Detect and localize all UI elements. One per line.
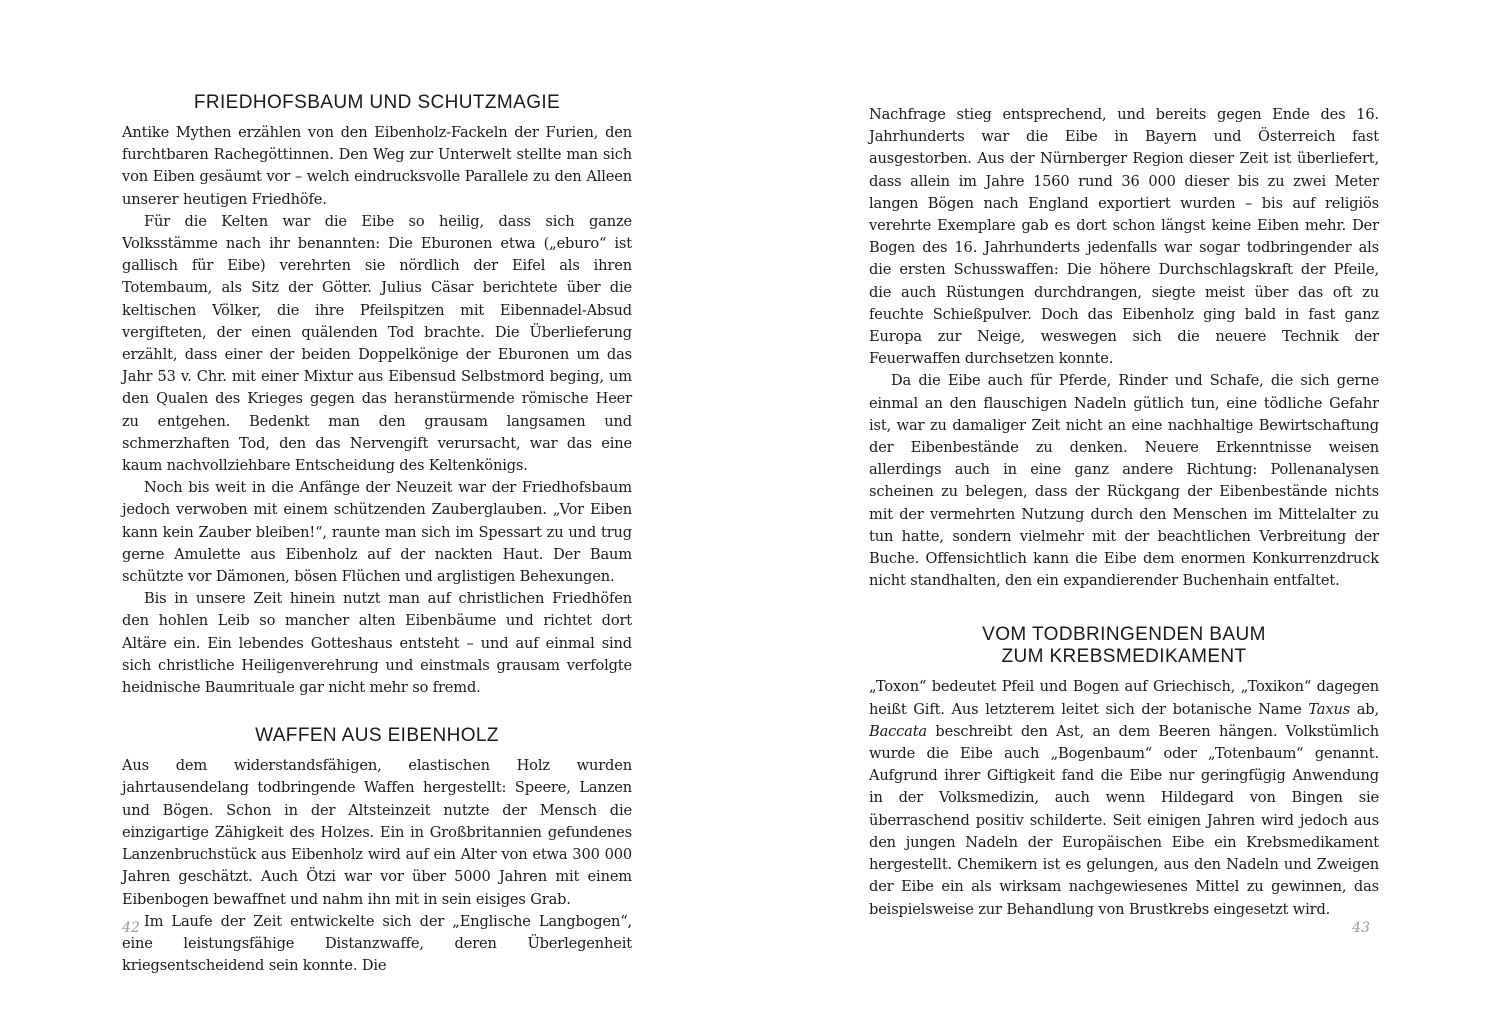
paragraph: Antike Mythen erzählen von den Eibenholz-Fackeln der Furien, den furchtbaren Rachegöttinnen. Den Weg zur Unterwelt stellte man sich von Eiben gesäumt vor – welch eindrucksvolle Parallele zu den Alleen unserer heutigen Friedhöfe.	[122, 124, 632, 208]
section-heading	[869, 624, 1379, 668]
text-run: ab,	[1350, 700, 1379, 718]
text-run: „Toxon“ bedeutet Pfeil und Bogen auf Griechisch, „Toxikon“ dagegen heißt Gift. Aus letzterem leitet sich der botanische Name	[869, 678, 1379, 718]
heading-line: ZUM KREBSMEDIKAMENT	[1001, 646, 1247, 668]
section-krebsmedikament	[869, 624, 1379, 920]
italic-term-taxus: Taxus	[1308, 700, 1351, 718]
right-column	[869, 104, 1379, 921]
page-number: 43	[1352, 920, 1370, 936]
paragraph: Bis in unsere Zeit hinein nutzt man auf christlichen Friedhöfen den hohlen Leib so mancher alten Eibenbäume und richtet dort Altäre ein. Ein lebendes Gotteshaus entsteht – und auf einmal sind sich christliche Heiligenverehrung und einstmals grausam verfolgte heidnische Baumrituale gar nicht mehr so fremd.	[122, 590, 632, 697]
right-page	[750, 0, 1500, 1015]
section-heading: WAFFEN AUS EIBENHOLZ	[255, 725, 499, 747]
left-column	[122, 92, 632, 977]
paragraph: Noch bis weit in die Anfänge der Neuzeit war der Friedhofsbaum jedoch verwoben mit einem schützenden Zauberglauben. „Vor Eiben kann kein Zauber bleiben!“, raunte man sich im Spessart zu und trug gerne Amulette aus Eibenholz auf der nackten Haut. Der Baum schützte vor Dämonen, bösen Flüchen und arglistigen Behexungen.	[122, 479, 632, 586]
paragraph: Aus dem widerstandsfähigen, elastischen Holz wurden jahrtausendelang todbringende Waffen hergestellt: Speere, Lanzen und Bögen. Schon in der Altsteinzeit nutzte der Mensch die einzigartige Zähigkeit des Holzes. Ein in Großbritannien gefundenes Lanzenbruchstück aus Eibenholz wird auf ein Alter von etwa 300 000 Jahren geschätzt. Auch Ötzi war vor über 5000 Jahren mit einem Eibenbogen bewaffnet und nahm ihn mit in sein eisiges Grab.	[122, 757, 632, 908]
page-number: 42	[122, 920, 140, 936]
section-heading: FRIEDHOFSBAUM UND SCHUTZMAGIE	[193, 92, 561, 113]
paragraph: Nachfrage stieg entsprechend, und bereits gegen Ende des 16. Jahrhunderts war die Eibe in Bayern und Österreich fast ausgestorben. Aus der Nürnberger Region dieser Zeit ist überliefert, dass allein im Jahre 1560 rund 36 000 dieser bis zu zwei Meter langen Bögen nach England exportiert wurden – bis auf religiös verehrte Exemplare gab es dort schon längst keine Eiben mehr. Der Bogen des 16. Jahrhunderts jedenfalls war sogar todbringender als die ersten Schusswaffen: Die höhere Durchschlagskraft der Pfeile, die auch Rüstungen durchdrangen, siegte meist über das oft zu feuchte Schießpulver. Doch das Eibenholz ging bald in fast ganz Europa zur Neige, weswegen sich die neuere Technik der Feuerwaffen durchsetzen konnte.	[869, 106, 1379, 368]
italic-term-baccata: Baccata	[869, 722, 927, 740]
heading-line: VOM TODBRINGENDEN BAUM	[982, 624, 1266, 646]
section-friedhofsbaum	[122, 92, 632, 699]
paragraph: Da die Eibe auch für Pferde, Rinder und Schafe, die sich gerne einmal an den flauschigen Nadeln gütlich tun, eine tödliche Gefahr ist, war zu damaliger Zeit nicht an eine nachhaltige Bewirtschaftung der Eibenbestände zu denken. Neuere Erkenntnisse weisen allerdings auch in eine ganz andere Richtung: Pollenanalysen scheinen zu belegen, dass der Rückgang der Eibenbestände nichts mit der vermehrten Nutzung durch den Menschen im Mittelalter zu tun hatte, sondern vielmehr mit der beachtlichen Verbreitung der Buche. Offensichtlich kann die Eibe dem enormen Konkurrenzdruck nicht standhalten, den ein expandierender Buchenhain entfaltet.	[869, 372, 1379, 590]
paragraph: Für die Kelten war die Eibe so heilig, dass sich ganze Volksstämme nach ihr benannten: Die Eburonen etwa („eburo“ ist gallisch für Eibe) verehrten sie nördlich der Eifel als ihren Totembaum, als Sitz der Götter. Julius Cäsar berichtete über die keltischen Völker, die ihre Pfeilspitzen mit Eibennadel-Absud vergifteten, der einen quälenden Tod brachte. Die Überlieferung erzählt, dass einer der beiden Doppelkönige der Eburonen um das Jahr 53 v. Chr. mit einer Mixtur aus Eibensud Selbstmord beging, um den Qualen des Krieges gegen das heranstürmende römische Heer zu entgehen. Bedenkt man den grausam langsamen und schmerzhaften Tod, den das Nervengift verursacht, war das eine kaum nachvollziehbare Entscheidung des Keltenkönigs.	[122, 212, 632, 475]
section-waffen	[122, 725, 632, 977]
paragraph: Im Laufe der Zeit entwickelte sich der „Englische Langbogen“, eine leistungsfähige Distanzwaffe, deren Überlegenheit kriegsentscheidend sein konnte. Die	[122, 912, 632, 975]
text-run: beschreibt den Ast, an dem Beeren hängen. Volkstümlich wurde die Eibe auch „Bogenbaum“ oder „Totenbaum“ genannt. Aufgrund ihrer Giftigkeit fand die Eibe nur geringfügig Anwendung in der Volksmedizin, auch wenn Hildegard von Bingen sie überraschend positiv schilderte. Seit einigen Jahren wird jedoch aus den jungen Nadeln der Europäischen Eibe ein Krebsmedikament hergestellt. Chemikern ist es gelungen, aus den Nadeln und Zweigen der Eibe ein als wirksam nachgewiesenes Mittel zu gewinnen, das beispielsweise zur Behandlung von Brustkrebs eingesetzt wird.	[869, 722, 1379, 918]
section-continuation	[869, 104, 1379, 592]
paragraph	[869, 676, 1379, 920]
